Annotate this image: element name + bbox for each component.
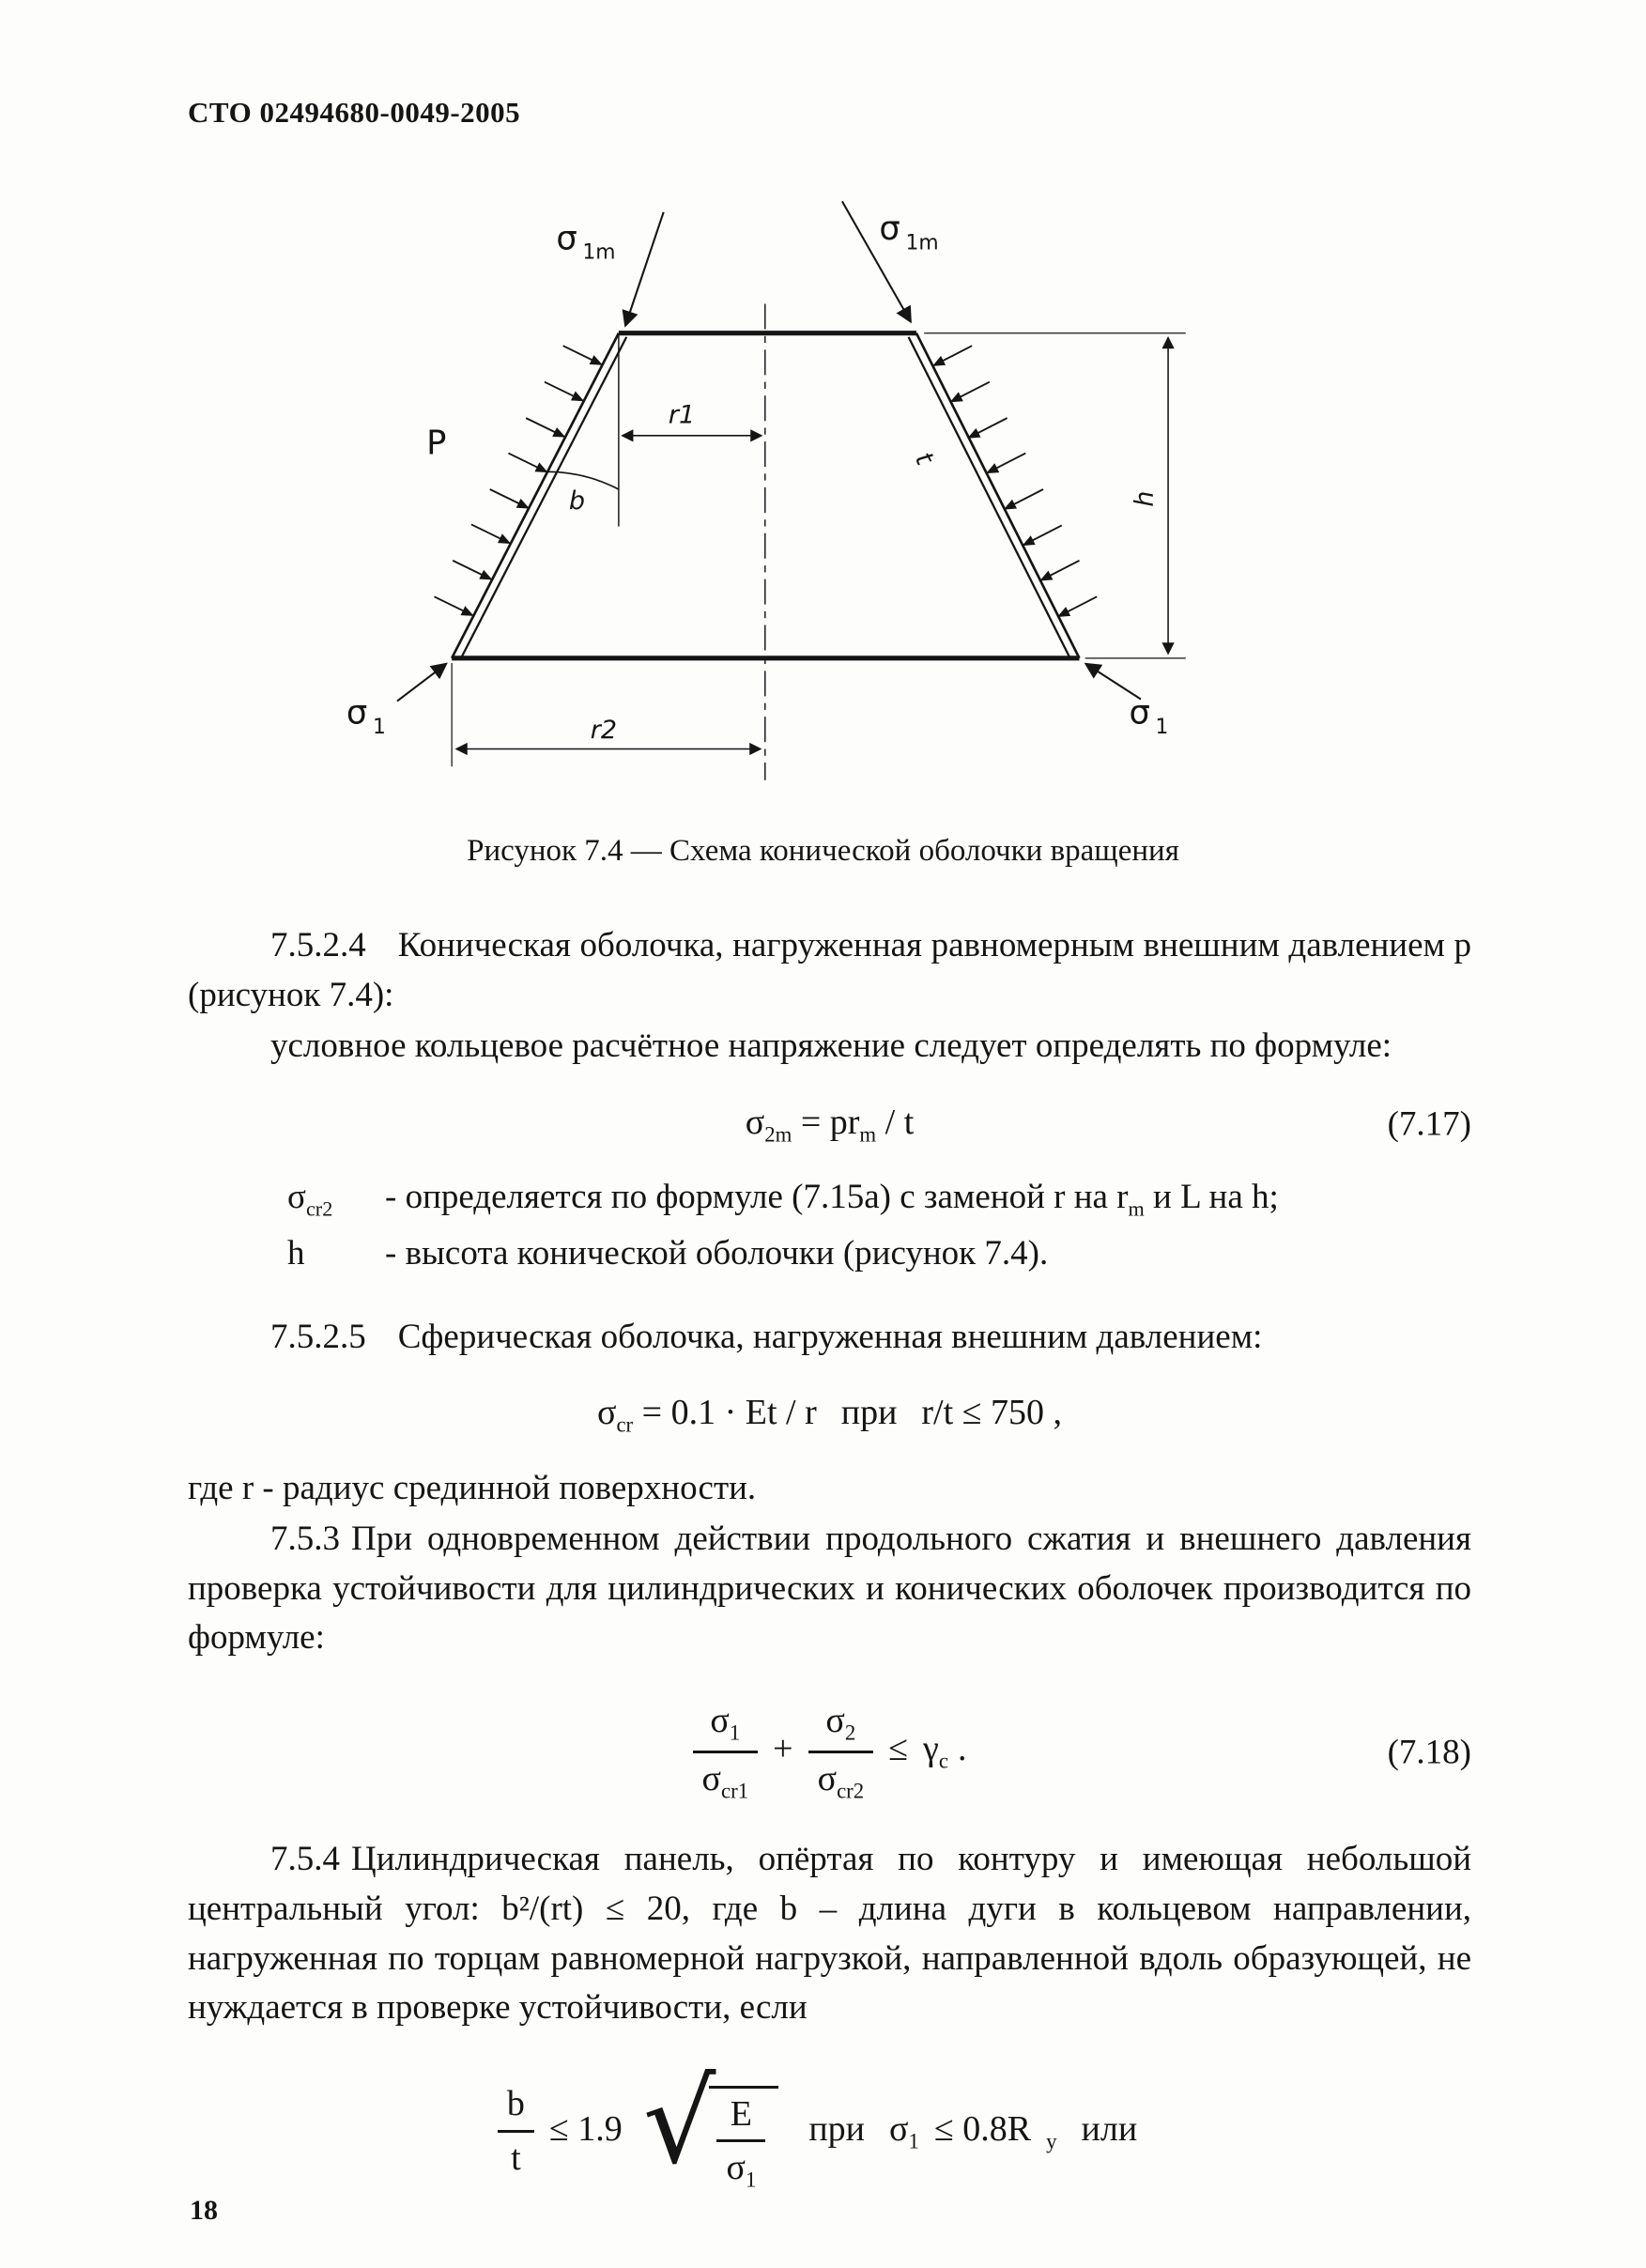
radicand [709,2086,778,2193]
numerator: $\sigma_2$ [808,1701,874,1753]
formula-term: γ [923,1729,939,1769]
definition-text-part: и L на h; [1144,1178,1279,1217]
formula-7-18 [188,1701,1471,1804]
sigma-1-left-sub: 1 [372,715,386,739]
sigma-1m-arrows [625,201,911,325]
subscript: c [938,1749,948,1773]
paragraph-radius-note: где r - радиус срединной поверхности. [188,1468,757,1507]
formula-term: σ [596,1393,617,1433]
figure-caption: Рисунок 7.4 — Схема конической оболочки вращения [467,834,1179,868]
subscript: cr2 [305,1196,333,1221]
definition-h [188,1229,1471,1279]
sigma-1-right-label: σ [1129,693,1150,733]
formula-term: . [957,1729,967,1769]
definition-text [385,1173,1471,1224]
pressure-arrows-right [934,346,1098,616]
definition-sigma-cr2 [188,1173,1471,1224]
formula-content [745,1102,915,1147]
equation-number: (7.18) [1387,1733,1471,1772]
clause-text: При одновременном действии продольного сжатия и внешнего давления проверка устойчивости для цилиндрических и конических оболочек производится по формуле: [188,1520,1471,1658]
figure-7-4 [0,0,1646,869]
r2-label: r2 [590,716,618,746]
equation-number: (7.17) [1387,1104,1471,1144]
clause-text: Сферическая оболочка, нагруженная внешним давлением: [397,1317,1263,1356]
formula-content [596,1393,1063,1437]
square-root [642,2055,779,2193]
sigma-1m-left-label: σ [556,219,577,258]
fraction [498,2084,534,2179]
definition-term: h [287,1234,305,1273]
clause-text: Цилиндрическая панель, опёртая по контуру и имеющая небольшой центральный угол: b²/(rt) ≤ 20, где b – длина дуги в кольцевом направлении, нагруженная по торцам равномерной нагрузкой, направленной вдоль образующей, не нуждается в проверке устойчивости, если [188,1840,1471,2028]
document-code: СТО 02494680-0049-2005 [188,96,521,129]
sigma-1m-right-sub: 1m [905,231,939,255]
angle-b-label: b [568,486,586,516]
pressure-arrows-left [434,346,601,615]
denominator: $\sigma_{cr2}$ [817,1758,865,1803]
condition-word: при [840,1393,898,1433]
sigma-1-left-label: σ [346,693,368,733]
formula-term: = pr [792,1102,860,1142]
fraction [716,2094,765,2193]
formula-content [693,1700,967,1803]
formula-spherical [188,1392,1471,1438]
definition-term [287,1173,385,1224]
sigma-1-arrows [397,664,1141,701]
clause-number: 7.5.3 [270,1520,340,1559]
subscript: m [1128,1196,1145,1221]
operator: ≤ 1.9 [548,2108,623,2149]
subscript: y [1046,2129,1057,2153]
paragraph-7-5-3 [188,1515,1471,1663]
pressure-p-label: P [426,424,447,463]
fraction [693,1701,759,1804]
paragraph-formula-intro: условное кольцевое расчётное напряжение следует определять по формуле: [270,1026,1392,1066]
paragraph-7-5-4 [188,1835,1471,2032]
subscript: cr [616,1412,634,1437]
cone-shell-diagram [282,167,1258,811]
paragraph-7-5-2-4 [188,921,1471,1020]
definition-text-part: - определяется по формуле (7.15а) с заменой r на r [385,1178,1129,1217]
subscript: 1 [908,2129,919,2153]
paragraph-7-5-2-5 [188,1313,1471,1363]
clause-text: Коническая оболочка, нагруженная равномерным внешним давлением p (рисунок 7.4): [188,926,1471,1014]
numerator: b [498,2084,534,2133]
formula-term: = 0.1 · Et / r [633,1393,817,1433]
document-body [0,869,1646,2193]
page-number: 18 [190,2195,218,2226]
formula-term: σ [287,1178,306,1217]
formula-term: σ [745,1102,765,1142]
operator: ≤ 0.8R [933,2108,1032,2149]
clause-number: 7.5.2.4 [270,926,366,964]
clause-number: 7.5.2.5 [270,1317,366,1356]
formula-term: r/t ≤ 750 , [921,1393,1063,1433]
subscript: m [859,1122,877,1147]
height-h-label: h [1130,490,1160,507]
condition-word: при [808,2108,866,2149]
definition-text: - высота конической оболочки (рисунок 7.4). [385,1234,1049,1273]
condition-word: или [1081,2108,1138,2149]
numerator: $\sigma_1$ [693,1701,759,1753]
sigma-1-right-sub: 1 [1155,715,1169,739]
denominator: $\sigma_{cr1}$ [701,1758,749,1803]
r1-label: r1 [668,400,696,430]
operator: + [773,1729,793,1769]
numerator: E [716,2094,765,2143]
fraction [808,1701,874,1804]
formula-term: σ [889,2108,909,2149]
formula-content [498,2055,1161,2192]
sigma-1m-left-sub: 1m [582,240,616,265]
formula-7-17 [188,1102,1471,1148]
subscript: 2m [764,1122,792,1147]
clause-number: 7.5.4 [270,1840,340,1879]
formula-panel-stability [188,2055,1471,2193]
operator: ≤ [888,1729,909,1769]
denominator: t [511,2137,521,2178]
formula-term: / t [876,1102,915,1142]
denominator: $\sigma_1$ [726,2148,757,2192]
sigma-1m-right-label: σ [879,208,900,248]
thickness-t-label: t [908,447,939,471]
radical-sign: √ [642,2055,716,2189]
